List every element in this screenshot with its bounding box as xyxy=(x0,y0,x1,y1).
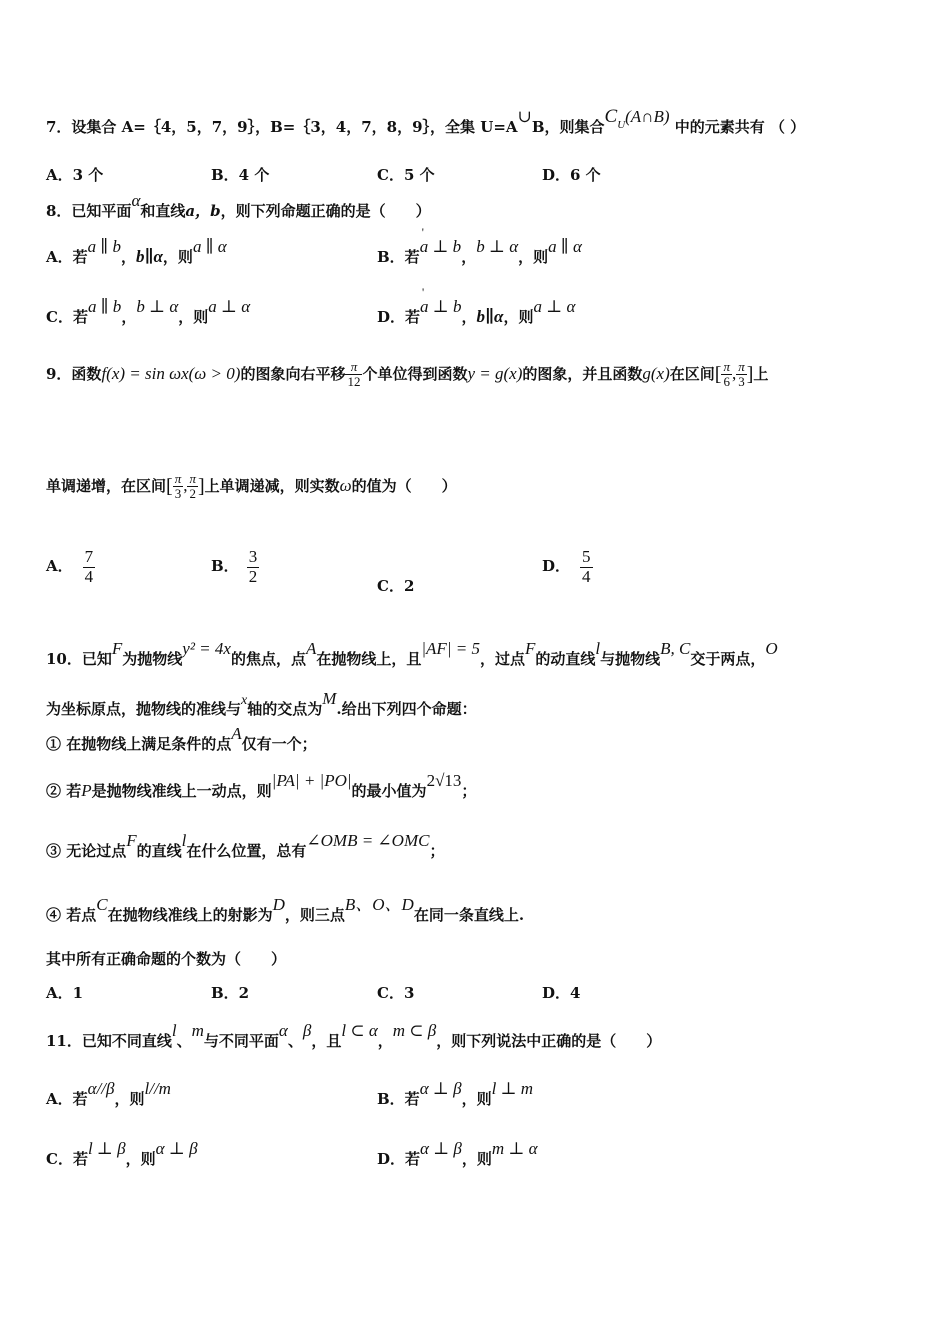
q9-i1l-num: π xyxy=(723,359,730,374)
q8-b-cond1: ' a ⊥ b xyxy=(420,237,462,257)
q10-p4-C: C xyxy=(96,895,108,914)
q11-a-label: A．若 xyxy=(46,1090,88,1108)
q11-alpha: α xyxy=(278,1021,288,1040)
q10-x: x xyxy=(241,693,248,708)
q9-i2r-den: 2 xyxy=(189,486,196,502)
q10-p1-A: A xyxy=(231,724,242,743)
q9-interval1-right xyxy=(736,360,747,390)
q9-interval1-left xyxy=(721,360,732,390)
q8-b-sep1: ， xyxy=(461,248,477,266)
q10-BC: B, C xyxy=(660,639,691,658)
q9-b-label: B． xyxy=(211,557,239,576)
q8-d-cond2: b∥α xyxy=(476,307,504,326)
q10-text-8: 交于两点， xyxy=(690,650,766,668)
q10-text-5: ，过点 xyxy=(479,650,525,668)
q10-proposition-1 xyxy=(46,724,317,754)
q9-option-a[interactable] xyxy=(46,548,95,586)
q9-text-8: 上单调递减，则实数 xyxy=(204,476,340,495)
q10-F: F xyxy=(111,639,123,658)
q11-d-sep: ，则 xyxy=(461,1150,492,1168)
q11-text-1: 11．已知不同直线 xyxy=(46,1032,172,1050)
q8-c-sep1: ， xyxy=(121,308,137,326)
q8-b-cond2: b ⊥ α xyxy=(476,237,519,256)
q9-i2l-den: 3 xyxy=(174,486,182,502)
q11-cond2: m ⊂ β xyxy=(392,1021,437,1040)
q9-d-num: 5 xyxy=(582,547,591,566)
q9-i2l-num: π xyxy=(174,471,182,486)
q8-a-sep1: ， xyxy=(121,248,137,266)
q10-p3-d: ； xyxy=(429,842,445,860)
q10-af: |AF| = 5 xyxy=(421,639,480,658)
q10-p3-b: 的直线 xyxy=(136,842,182,860)
q11-text-3: ，且 xyxy=(311,1032,342,1050)
q11-beta: β xyxy=(302,1021,312,1040)
q9-text-4: 的图象，并且函数 xyxy=(522,364,643,383)
q10-p1-b: 仅有一个； xyxy=(241,735,317,753)
q10-p4-b: 在抛物线准线上的射影为 xyxy=(107,906,273,924)
q10-l: l xyxy=(595,639,601,658)
q8-option-a[interactable] xyxy=(46,237,227,267)
q9-a-label: A． xyxy=(46,557,73,576)
q10-stem-line1 xyxy=(46,639,778,669)
q9-function-g: y = g(x) xyxy=(467,363,523,383)
q10-p3-a: ③ 无论过点 xyxy=(46,842,127,860)
q8-b-result: a ∥ α xyxy=(548,237,582,256)
q11-text-2: 与不同平面 xyxy=(203,1032,279,1050)
q9-interval2-right xyxy=(187,472,198,502)
q11-dun-1: 、 xyxy=(176,1032,192,1050)
q11-option-d[interactable] xyxy=(377,1139,538,1169)
q11-cond1: l ⊂ α xyxy=(341,1021,378,1040)
q10-option-b[interactable]: B．2 xyxy=(211,984,250,1002)
q10-proposition-2 xyxy=(46,771,477,801)
q10-papo: |PA| + |PO| xyxy=(271,771,352,790)
q11-d-result: m ⊥ α xyxy=(491,1139,538,1158)
q11-b-sep: ，则 xyxy=(461,1090,492,1108)
q11-c-sep: ，则 xyxy=(125,1150,156,1168)
q10-proposition-4 xyxy=(46,895,525,925)
q10-p4-D: D xyxy=(272,895,285,914)
q8-c-cond2: b ⊥ α xyxy=(136,297,179,316)
q7-complement-symbol: C xyxy=(604,106,618,127)
q10-p4-BOD: B、O、D xyxy=(344,895,414,914)
q9-text-6: 上 xyxy=(753,364,769,383)
q11-a-sep: ，则 xyxy=(114,1090,145,1108)
q11-a-cond: α//β xyxy=(87,1079,115,1098)
q8-b-label: B．若 xyxy=(377,248,420,266)
q9-option-c[interactable]: C．2 xyxy=(377,577,415,595)
q11-b-result: l ⊥ m xyxy=(491,1079,534,1098)
q9-d-fraction xyxy=(580,548,593,586)
q8-d-cond1: ' a ⊥ b xyxy=(420,297,462,317)
q10-p3-l: l xyxy=(181,831,187,850)
q10-M: M xyxy=(322,689,337,708)
q10-p2-a: ② 若 xyxy=(46,782,82,800)
q11-a-result: l//m xyxy=(144,1079,171,1098)
q10-ask: 其中所有正确命题的个数为（ ） xyxy=(46,950,287,968)
q9-text-9: 的值为（ ） xyxy=(351,476,457,495)
q9-i2-comma: , xyxy=(183,475,188,495)
q10-p3-F: F xyxy=(126,831,137,850)
q11-l: l xyxy=(171,1021,177,1040)
q10-O: O xyxy=(765,639,778,658)
q9-shift-den: 12 xyxy=(347,374,361,390)
q10-text-9: 为坐标原点，抛物线的准线与 xyxy=(46,700,242,718)
q8-text-c: ，则下列命题正确的是（ ） xyxy=(220,202,431,220)
q9-i1l-den: 6 xyxy=(723,374,730,390)
q8-option-d[interactable] xyxy=(377,297,576,327)
q8-d-label: D．若 xyxy=(377,308,421,326)
q10-p4-c: ，则三点 xyxy=(284,906,345,924)
q10-F-2: F xyxy=(524,639,536,658)
q7-intersection-expr: (A∩B) xyxy=(625,107,670,126)
q7-text-b: B，则集合 xyxy=(531,118,605,136)
q9-function-f: f(x) = sin ωx(ω > 0) xyxy=(101,363,241,383)
q10-text-7: 与抛物线 xyxy=(600,650,661,668)
q10-p2-d: ； xyxy=(461,782,477,800)
q9-text-2: 的图象向右平移 xyxy=(240,364,346,383)
q8-b-sep2: ，则 xyxy=(518,248,549,266)
q9-shift-fraction xyxy=(345,360,362,390)
q9-i1-comma: , xyxy=(731,363,737,383)
q10-A: A xyxy=(305,639,317,658)
q11-b-cond: α ⊥ β xyxy=(419,1079,462,1098)
q7-complement-sub: U xyxy=(617,119,626,131)
q7-option-a[interactable]: A．3 个 xyxy=(46,166,104,184)
q10-angle: ∠OMB = ∠OMC xyxy=(306,831,430,850)
q9-text-3: 个单位得到函数 xyxy=(362,364,468,383)
q11-c-result: α ⊥ β xyxy=(155,1139,198,1158)
q7-text-a: 7．设集合 A=｛4，5，7，9｝，B=｛3，4，7，8，9｝，全集 U=A xyxy=(46,118,518,136)
q10-p2-b: 是抛物线准线上一动点，则 xyxy=(91,782,272,800)
q10-text-11: .给出下列四个命题： xyxy=(336,700,477,718)
q10-p1-a: ① 在抛物线上满足条件的点 xyxy=(46,735,232,753)
q11-m: m xyxy=(191,1021,204,1040)
q11-dun-2: 、 xyxy=(287,1032,303,1050)
q8-option-b[interactable] xyxy=(377,237,582,267)
q11-c-label: C．若 xyxy=(46,1150,88,1168)
q8-d-sep2: ，则 xyxy=(503,308,534,326)
q8-a-cond1: a ∥ b xyxy=(87,237,121,256)
q10-p2-c: 的最小值为 xyxy=(351,782,427,800)
q8-a-cond2: b∥α xyxy=(136,247,163,266)
q9-d-den: 4 xyxy=(582,566,591,586)
q9-a-num: 7 xyxy=(84,547,94,566)
q8-c-cond1: a ∥ b xyxy=(87,297,122,316)
q10-option-a[interactable]: A．1 xyxy=(46,984,84,1002)
q8-d-result: a ⊥ α xyxy=(533,297,576,316)
q8-a-label: A．若 xyxy=(46,248,88,266)
q10-text-2: 为抛物线 xyxy=(122,650,183,668)
q11-d-cond: α ⊥ β xyxy=(420,1139,462,1158)
q10-text-1: 10．已知 xyxy=(46,650,112,668)
q9-i2r-num: π xyxy=(189,471,196,486)
q11-option-c[interactable] xyxy=(46,1139,198,1169)
q9-shift-num: π xyxy=(345,360,362,375)
q10-p3-c: 在什么位置，总有 xyxy=(186,842,307,860)
q10-text-10: 轴的交点为 xyxy=(247,700,323,718)
q8-c-result: a ⊥ α xyxy=(208,297,251,316)
q8-c-sep2: ，则 xyxy=(178,308,209,326)
q8-a-sep2: ，则 xyxy=(162,248,193,266)
q7-stem xyxy=(46,106,806,138)
q9-text-5: 在区间 xyxy=(669,364,715,383)
q9-i1r-den: 3 xyxy=(738,374,745,390)
q10-text-3: 的焦点，点 xyxy=(230,650,306,668)
q8-lines-ab: a，b xyxy=(185,202,221,220)
q11-text-4: ，则下列说法中正确的是（ ） xyxy=(436,1032,662,1050)
q8-a-result: a ∥ α xyxy=(192,237,227,256)
q9-b-fraction xyxy=(247,548,260,586)
q10-proposition-3 xyxy=(46,831,445,861)
q7-option-c[interactable]: C．5 个 xyxy=(377,166,435,184)
q10-p4-a: ④ 若点 xyxy=(46,906,97,924)
q11-b-label: B．若 xyxy=(377,1090,420,1108)
q10-P: P xyxy=(81,781,92,800)
q8-text-a: 8．已知平面 xyxy=(46,202,132,220)
q9-option-d[interactable] xyxy=(542,548,593,586)
q10-stem-line2 xyxy=(46,689,477,719)
q11-option-b[interactable] xyxy=(377,1079,534,1109)
q9-a-fraction xyxy=(83,548,96,586)
q10-text-4: 在抛物线上，且 xyxy=(316,650,422,668)
q9-a-den: 4 xyxy=(84,566,94,586)
q8-text-b: 和直线 xyxy=(140,202,186,220)
q9-b-den: 2 xyxy=(248,566,258,586)
q9-interval2-left xyxy=(173,472,184,502)
q10-parabola: y² = 4x xyxy=(182,639,231,658)
q11-d-label: D．若 xyxy=(377,1150,421,1168)
q10-option-d[interactable]: D．4 xyxy=(542,984,581,1002)
q9-i1r-num: π xyxy=(738,359,745,374)
q8-option-c[interactable] xyxy=(46,297,251,327)
q9-omega: ω xyxy=(339,475,352,495)
q7-option-b[interactable]: B．4 个 xyxy=(211,166,270,184)
q8-alpha: α xyxy=(131,191,141,210)
q9-d-label: D． xyxy=(542,557,571,576)
q10-sqrt: 2√13 xyxy=(426,771,462,790)
q9-option-b[interactable] xyxy=(211,548,259,586)
q7-text-c: 中的元素共有 （ ） xyxy=(669,118,806,136)
q8-d-sep1: ， xyxy=(461,308,477,326)
q9-text-7: 单调递增，在区间 xyxy=(46,476,167,495)
q11-option-a[interactable] xyxy=(46,1079,171,1109)
q8-c-label: C．若 xyxy=(46,308,88,326)
q9-text-1: 9．函数 xyxy=(46,364,102,383)
q9-gx: g(x) xyxy=(642,363,670,383)
q11-stem: 11．已知不同直线l、m与不同平面α、β，且l ⊂ α，m ⊂ β，则下列说法中正确的是（ ） xyxy=(46,1021,662,1050)
q10-option-c[interactable]: C．3 xyxy=(377,984,415,1002)
q7-option-d[interactable]: D．6 个 xyxy=(542,166,601,184)
q7-union-symbol: ∪ xyxy=(517,107,532,126)
q10-text-6: 的动直线 xyxy=(535,650,596,668)
q10-p4-d: 在同一条直线上. xyxy=(413,906,525,924)
q9-stem-line2: 单调递增，在区间[ $\frac{\pi}{3}$ , $\frac{\pi}{2}$ ]上单调递减，则实数ω的值为（ ） xyxy=(46,471,457,502)
q8-stem xyxy=(46,191,431,221)
q11-c-cond: l ⊥ β xyxy=(87,1139,126,1158)
q9-b-num: 3 xyxy=(248,547,258,566)
q9-stem-line1: 9．函数f(x) = sin ωx(ω > 0)的图象向右平移 $\frac{\pi}{12}$ 个单位得到函数y = g(x)的图象，并且函数g(x)在区间[ $\frac{\pi}{6}$ , $\frac{\pi}{3}$ ]上 xyxy=(46,359,769,390)
